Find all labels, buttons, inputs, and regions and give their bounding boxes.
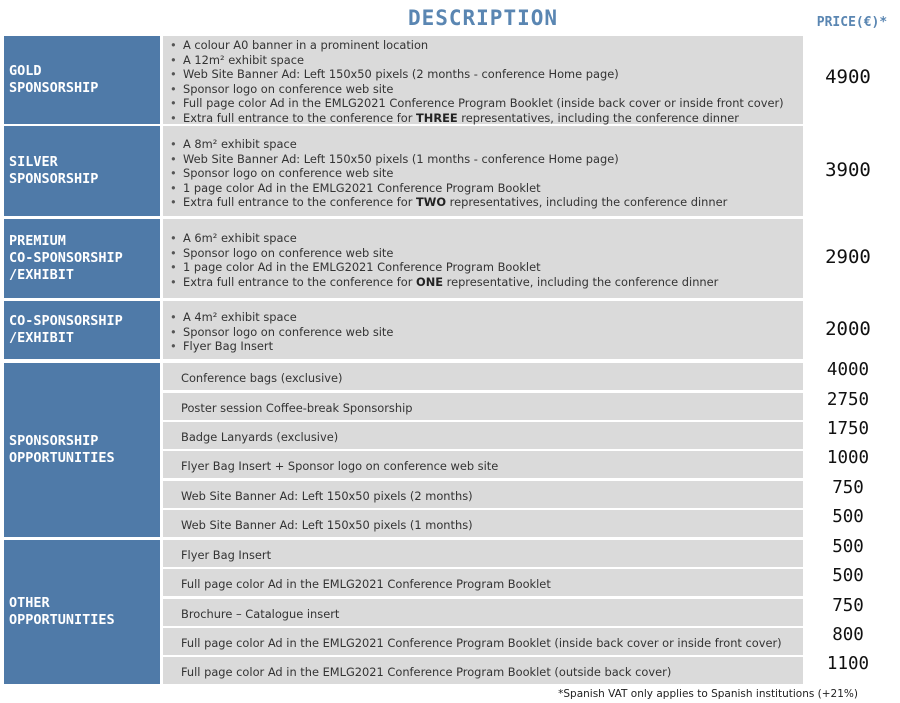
row-price: 750 <box>832 478 864 498</box>
list-item: • 1 page color Ad in the EMLG2021 Conference Program Booklet <box>163 260 803 275</box>
vat-footnote: *Spanish VAT only applies to Spanish institutions (+21%) <box>558 688 858 700</box>
price-header: PRICE(€)* <box>816 15 888 30</box>
row-price: 800 <box>832 625 864 645</box>
table-row: Flyer Bag Insert <box>163 540 803 567</box>
silver-sponsorship-label: SILVER SPONSORSHIP <box>4 126 160 216</box>
silver-benefits-list <box>163 135 803 210</box>
table-row: Badge Lanyards (exclusive) <box>163 422 803 449</box>
silver-description <box>163 126 803 216</box>
cosponsorship-benefits-list <box>163 308 803 354</box>
list-item: • Extra full entrance to the conference for ONE representative, including the conference dinner <box>163 275 803 290</box>
list-item: • A 4m² exhibit space <box>163 310 803 325</box>
row-price: 750 <box>832 596 864 616</box>
table-row: Web Site Banner Ad: Left 150x50 pixels (2 months) <box>163 481 803 508</box>
table-row: Full page color Ad in the EMLG2021 Conference Program Booklet <box>163 569 803 596</box>
row-price: 1100 <box>826 654 870 674</box>
premium-description <box>163 219 803 298</box>
table-row: Poster session Coffee-break Sponsorship <box>163 393 803 420</box>
row-price: 500 <box>832 537 864 557</box>
list-item: • Extra full entrance to the conference for TWO representatives, including the conference dinner <box>163 195 803 210</box>
list-item: • A 6m² exhibit space <box>163 231 803 246</box>
row-price: 500 <box>832 566 864 586</box>
cosponsorship-exhibit-label: CO-SPONSORSHIP /EXHIBIT <box>4 301 160 359</box>
premium-price: 2900 <box>825 246 871 268</box>
list-item: • A 8m² exhibit space <box>163 137 803 152</box>
gold-sponsorship-label: GOLD SPONSORSHIP <box>4 36 160 124</box>
description-header: DESCRIPTION <box>407 6 559 30</box>
list-item: • 1 page color Ad in the EMLG2021 Conference Program Booklet <box>163 181 803 196</box>
silver-price: 3900 <box>825 159 871 181</box>
list-item: • Sponsor logo on conference web site <box>163 82 803 97</box>
list-item: • Extra full entrance to the conference for THREE representatives, including the conference dinner <box>163 111 803 126</box>
row-price: 4000 <box>826 360 870 380</box>
row-price: 1750 <box>826 419 870 439</box>
list-item: • Web Site Banner Ad: Left 150x50 pixels (1 months - conference Home page) <box>163 152 803 167</box>
table-row: Full page color Ad in the EMLG2021 Conference Program Booklet (outside back cover) <box>163 657 803 684</box>
table-row: Brochure – Catalogue insert <box>163 599 803 626</box>
table-row: Web Site Banner Ad: Left 150x50 pixels (1 months) <box>163 510 803 537</box>
gold-benefits-list <box>163 36 803 126</box>
row-price: 2750 <box>826 390 870 410</box>
table-row: Full page color Ad in the EMLG2021 Conference Program Booklet (inside back cover or inside front cover) <box>163 628 803 655</box>
list-item: • Sponsor logo on conference web site <box>163 325 803 340</box>
list-item: • A 12m² exhibit space <box>163 53 803 68</box>
list-item: • Full page color Ad in the EMLG2021 Conference Program Booklet (inside back cover or inside front cover) <box>163 96 803 111</box>
list-item: • Web Site Banner Ad: Left 150x50 pixels (2 months - conference Home page) <box>163 67 803 82</box>
list-item: • Flyer Bag Insert <box>163 339 803 354</box>
list-item: • A colour A0 banner in a prominent location <box>163 38 803 53</box>
sponsorship-opportunities-label: SPONSORSHIP OPPORTUNITIES <box>4 363 160 537</box>
premium-cosponsorship-label: PREMIUM CO-SPONSORSHIP /EXHIBIT <box>4 219 160 298</box>
table-row: Flyer Bag Insert + Sponsor logo on conference web site <box>163 451 803 478</box>
list-item: • Sponsor logo on conference web site <box>163 166 803 181</box>
list-item: • Sponsor logo on conference web site <box>163 246 803 261</box>
cosponsorship-description <box>163 301 803 359</box>
cosponsorship-price: 2000 <box>825 318 871 340</box>
gold-description <box>163 36 803 124</box>
table-row: Conference bags (exclusive) <box>163 363 803 390</box>
premium-benefits-list <box>163 229 803 289</box>
row-price: 1000 <box>826 448 870 468</box>
row-price: 500 <box>832 507 864 527</box>
gold-price: 4900 <box>825 66 871 88</box>
other-opportunities-label: OTHER OPPORTUNITIES <box>4 540 160 684</box>
